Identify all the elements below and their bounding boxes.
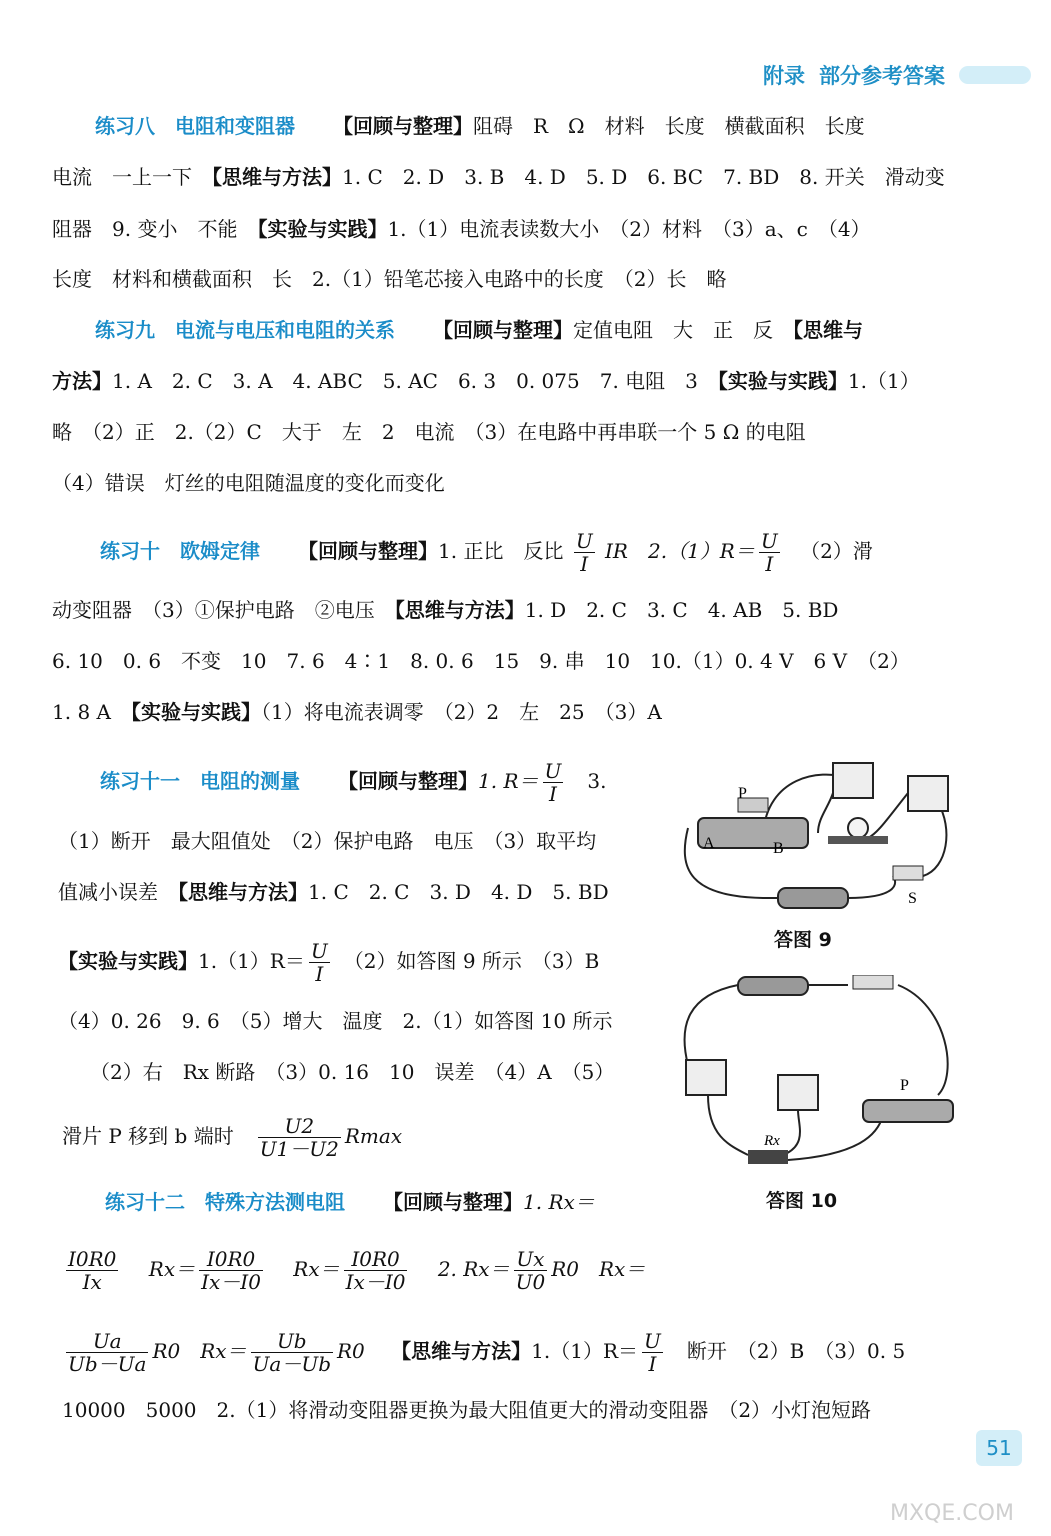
fraction-U-over-I: $\frac{U}{I}$ [544, 759, 562, 806]
rheostat-body [863, 1100, 953, 1122]
label-P: P [738, 785, 747, 802]
lamp-base [828, 836, 888, 844]
s9-line3: 略 （2）正 2.（2）C 大于 左 2 电流 （3）在电路中再串联一个 5 Ω 的电阻 [52, 420, 806, 444]
meter-left [833, 763, 873, 798]
s10-line3: 6. 10 0. 6 不变 10 7. 6 4∶1 8. 0. 6 15 9. 串 10 10.（1）0. 4 V 6 V （2） [52, 649, 910, 673]
header-decor-bar [959, 66, 1031, 84]
section-title-11: 练习十一 电阻的测量 [100, 769, 300, 793]
switch-icon [893, 866, 923, 880]
label-S: S [908, 890, 917, 907]
page-header [763, 60, 1031, 90]
s8-line4: 长度 材料和横截面积 长 2.（1）铅笔芯接入电路中的长度 （2）长 略 [52, 267, 727, 291]
s9-line4: （4）错误 灯丝的电阻随温度的变化而变化 [52, 471, 445, 495]
s11-line3: 值减小误差 【思维与方法】1. C 2. C 3. D 4. D 5. BD [58, 880, 609, 904]
s11-line2: （1）断开 最大阻值处 （2）保护电路 电压 （3）取平均 [58, 829, 597, 853]
section-title-10: 练习十 欧姆定律 [100, 539, 260, 563]
section-title-12: 练习十二 特殊方法测电阻 [105, 1190, 345, 1214]
s10-line2: 动变阻器 （3）①保护电路 ②电压 【思维与方法】1. D 2. C 3. C 4. AB 5. BD [52, 598, 839, 622]
battery-icon [738, 977, 808, 995]
fraction-I0R0-diff-a: $\frac{I0R0}{Ix-I0}$ [201, 1247, 261, 1294]
circuit-figure-10 [668, 975, 968, 1175]
fraction-Ux-U0: $\frac{Ux}{U0}$ [515, 1247, 546, 1294]
label-A: A [703, 835, 715, 852]
figure-9-caption: 答图 9 [774, 929, 832, 951]
meter-left [686, 1060, 726, 1095]
header-title: 部分参考答案 [819, 64, 945, 88]
fraction-U-over-I: $\frac{U}{I}$ [310, 939, 328, 986]
fraction-I0R0-Ix: $\frac{I0R0}{Ix}$ [68, 1247, 117, 1294]
s10-line1: 练习十 欧姆定律 【回顾与整理】1. 正比 反比 $\frac{U}{I}$ IR 2.（1）R＝ $\frac{U}{I}$ （2）滑 [100, 529, 873, 576]
circuit-figure-9 [668, 758, 968, 928]
figure-10-caption: 答图 10 [766, 1190, 838, 1212]
fraction-U-over-I: $\frac{U}{I}$ [575, 529, 593, 576]
meter-right [908, 776, 948, 811]
s8-line3: 阻器 9. 变小 不能 【实验与实践】1.（1）电流表读数大小 （2）材料 （3）a、c （4） [52, 217, 871, 241]
s10-line4: 1. 8 A 【实验与实践】（1）将电流表调零 （2）2 左 25 （3）A [52, 700, 662, 724]
s12-line3: $\frac{Ua}{Ub-Ua}$ R0 Rx＝ $\frac{Ub}{Ua-Ub}$ R0 【思维与方法】1.（1）R＝ $\frac{U}{I}$ 断开 （2）B （3）0. 5 [68, 1329, 906, 1376]
page-number: 51 [976, 1430, 1022, 1466]
svg-text:MXQE.COM: MXQE.COM [890, 1501, 1014, 1526]
lamp-icon [848, 818, 868, 838]
meter-middle [778, 1075, 818, 1110]
s8-line2: 电流 一上一下 【思维与方法】1. C 2. D 3. B 4. D 5. D 6. BC 7. BD 8. 开关 滑动变 [52, 165, 945, 189]
fraction-U-over-I: $\frac{U}{I}$ [760, 529, 778, 576]
battery-icon [778, 888, 848, 908]
fraction-Ua: $\frac{Ua}{Ub-Ua}$ [68, 1329, 147, 1376]
fraction-Ub: $\frac{Ub}{Ua-Ub}$ [252, 1329, 331, 1376]
header-appendix: 附录 [763, 64, 805, 88]
s11-line4: 【实验与实践】1.（1）R＝ $\frac{U}{I}$ （2）如答图 9 所示 （3）B [58, 939, 600, 986]
fraction-U-over-I: $\frac{U}{I}$ [644, 1329, 661, 1376]
s11-line6: （2）右 Rx 断路 （3）0. 16 10 误差 （4）A （5） [90, 1060, 615, 1084]
s9-line1: 练习九 电流与电压和电阻的关系 【回顾与整理】定值电阻 大 正 反 【思维与 [95, 318, 863, 342]
switch-icon [853, 975, 893, 989]
s8-line1: 练习八 电阻和变阻器 【回顾与整理】阻碍 R Ω 材料 长度 横截面积 长度 [95, 114, 865, 138]
s12-line1: 练习十二 特殊方法测电阻 【回顾与整理】1. Rx＝ [105, 1190, 595, 1214]
label-B: B [773, 840, 784, 857]
s11-line5: （4）0. 26 9. 6 （5）增大 温度 2.（1）如答图 10 所示 [58, 1009, 613, 1033]
fraction-I0R0-diff-b: $\frac{I0R0}{Ix-I0}$ [345, 1247, 406, 1294]
s12-line2: $\frac{I0R0}{Ix}$ Rx＝ $\frac{I0R0}{Ix-I0}$ Rx＝ $\frac{I0R0}{Ix-I0}$ 2. Rx＝ $\frac{Ux}{U0}$ R0 Rx＝ [68, 1247, 646, 1294]
watermark-logo [880, 1460, 1040, 1530]
s11-line7: 滑片 P 移到 b 端时 $\frac{U2}{U1-U2}$ Rmax [62, 1114, 403, 1161]
label-P: P [900, 1077, 909, 1094]
s9-line2: 方法】1. A 2. C 3. A 4. ABC 5. AC 6. 3 0. 075 7. 电阻 3 【实验与实践】1.（1） [52, 369, 920, 393]
s11-line1: 练习十一 电阻的测量 【回顾与整理】1. R＝ $\frac{U}{I}$ 3. [100, 759, 607, 806]
fraction-U2: $\frac{U2}{U1-U2}$ [259, 1114, 339, 1161]
section-title-9: 练习九 电流与电压和电阻的关系 [95, 318, 395, 342]
label-Rx: Rx [764, 1133, 780, 1149]
resistor-Rx [748, 1150, 788, 1164]
section-title-8: 练习八 电阻和变阻器 [95, 114, 295, 138]
s12-line4: 10000 5000 2.（1）将滑动变阻器更换为最大阻值更大的滑动变阻器 （2）小灯泡短路 [62, 1398, 872, 1422]
